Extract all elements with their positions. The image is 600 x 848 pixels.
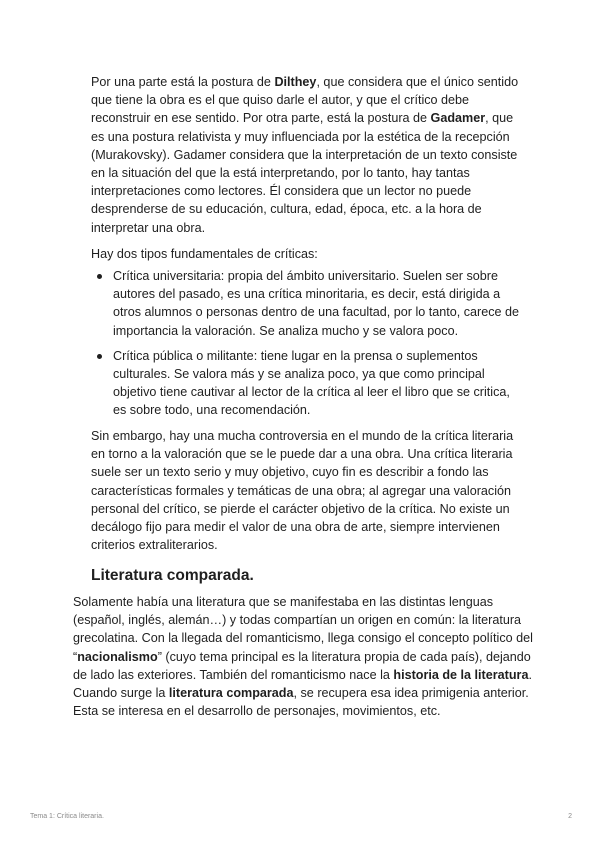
paragraph-dilthey-gadamer	[91, 73, 521, 237]
paragraph-types-intro: Hay dos tipos fundamentales de críticas:	[91, 247, 318, 261]
text-run: Por una parte está la postura de	[91, 75, 275, 89]
text-run: , que es una postura relativista y muy influenciada por la estética de la recepción (Murakovsky). Gadamer considera que la interpretación de un texto consiste en la situación del que la está interpretando, por lo tanto, hay tantas interpretaciones como lectores. Él considera que un lector no puede desprenderse de su educación, cultura, edad, época, etc. a la hora de interpretar una obra.	[91, 111, 518, 235]
text-run: ” (cuyo tema principal es la literatura propia de cada país), dejando de lado las exteriores. También del romanticismo nace la	[73, 649, 531, 682]
footer-document-title: Tema 1: Crítica literaria.	[30, 813, 104, 820]
bold-term-gadamer: Gadamer	[430, 111, 486, 126]
section-title: Literatura comparada.	[91, 567, 254, 584]
bold-term-literatura-comparada: literatura comparada	[168, 686, 294, 701]
page-number: 2	[568, 813, 572, 820]
critic-types-list	[91, 267, 521, 427]
text-run: . Cuando surge la	[73, 667, 532, 701]
list-item	[91, 267, 521, 340]
bold-term-nacionalismo: nacionalismo	[77, 649, 158, 664]
text-run: , se recupera esa idea primigenia anterior. Esta se interesa en el desarrollo de personajes, movimientos, etc.	[73, 686, 529, 719]
paragraph-controversy: Sin embargo, hay una mucha controversia en el mundo de la crítica literaria en torno a la valoración que se le puede dar a una obra. Una crítica literaria suele ser un texto serio y muy objetivo, cuyo fin es describir a fondo las características formales y temáticas de una obra; al agregar una valoración personal del crítico, se pierde el carácter objetivo de la crítica. No existe un decálogo fijo para medir el valor de una obra de arte, siempre intervienen criterios extraliterarios.	[91, 429, 514, 553]
paragraph-comparative-literature	[73, 593, 533, 720]
text-run: , que considera que el único sentido que tiene la obra es el que quiso darle el autor, y que el crítico debe reconstruir en ese sentido. Por otra parte, está la postura de	[91, 75, 519, 126]
list-item	[91, 347, 521, 420]
text-run: Solamente había una literatura que se manifestaba en las distintas lenguas (español, inglés, alemán…) y todas compartían un origen en común: la literatura grecolatina. Con la llegada del romanticismo, llega consigo el concepto político del “	[73, 595, 533, 664]
bold-term-historia: historia de la literatura	[393, 667, 529, 682]
bullet-icon	[97, 354, 102, 359]
bullet-icon	[97, 274, 102, 279]
list-item-text: Crítica universitaria: propia del ámbito universitario. Suelen ser sobre autores del pasado, es una crítica minoritaria, es decir, está dirigida a otros alumnos o personas dentro de una facultad, por lo tanto, carece de importancia la valoración. Se analiza mucho y se valora poco.	[113, 269, 520, 338]
bold-term-dilthey: Dilthey	[274, 75, 317, 89]
list-item-text: Crítica pública o militante: tiene lugar en la prensa o suplementos culturales. Se valora más y se analiza poco, ya que como principal objetivo tiene cautivar al lector de la crítica al leer el libro que se critica, es sobre todo, una recomendación.	[113, 348, 510, 418]
